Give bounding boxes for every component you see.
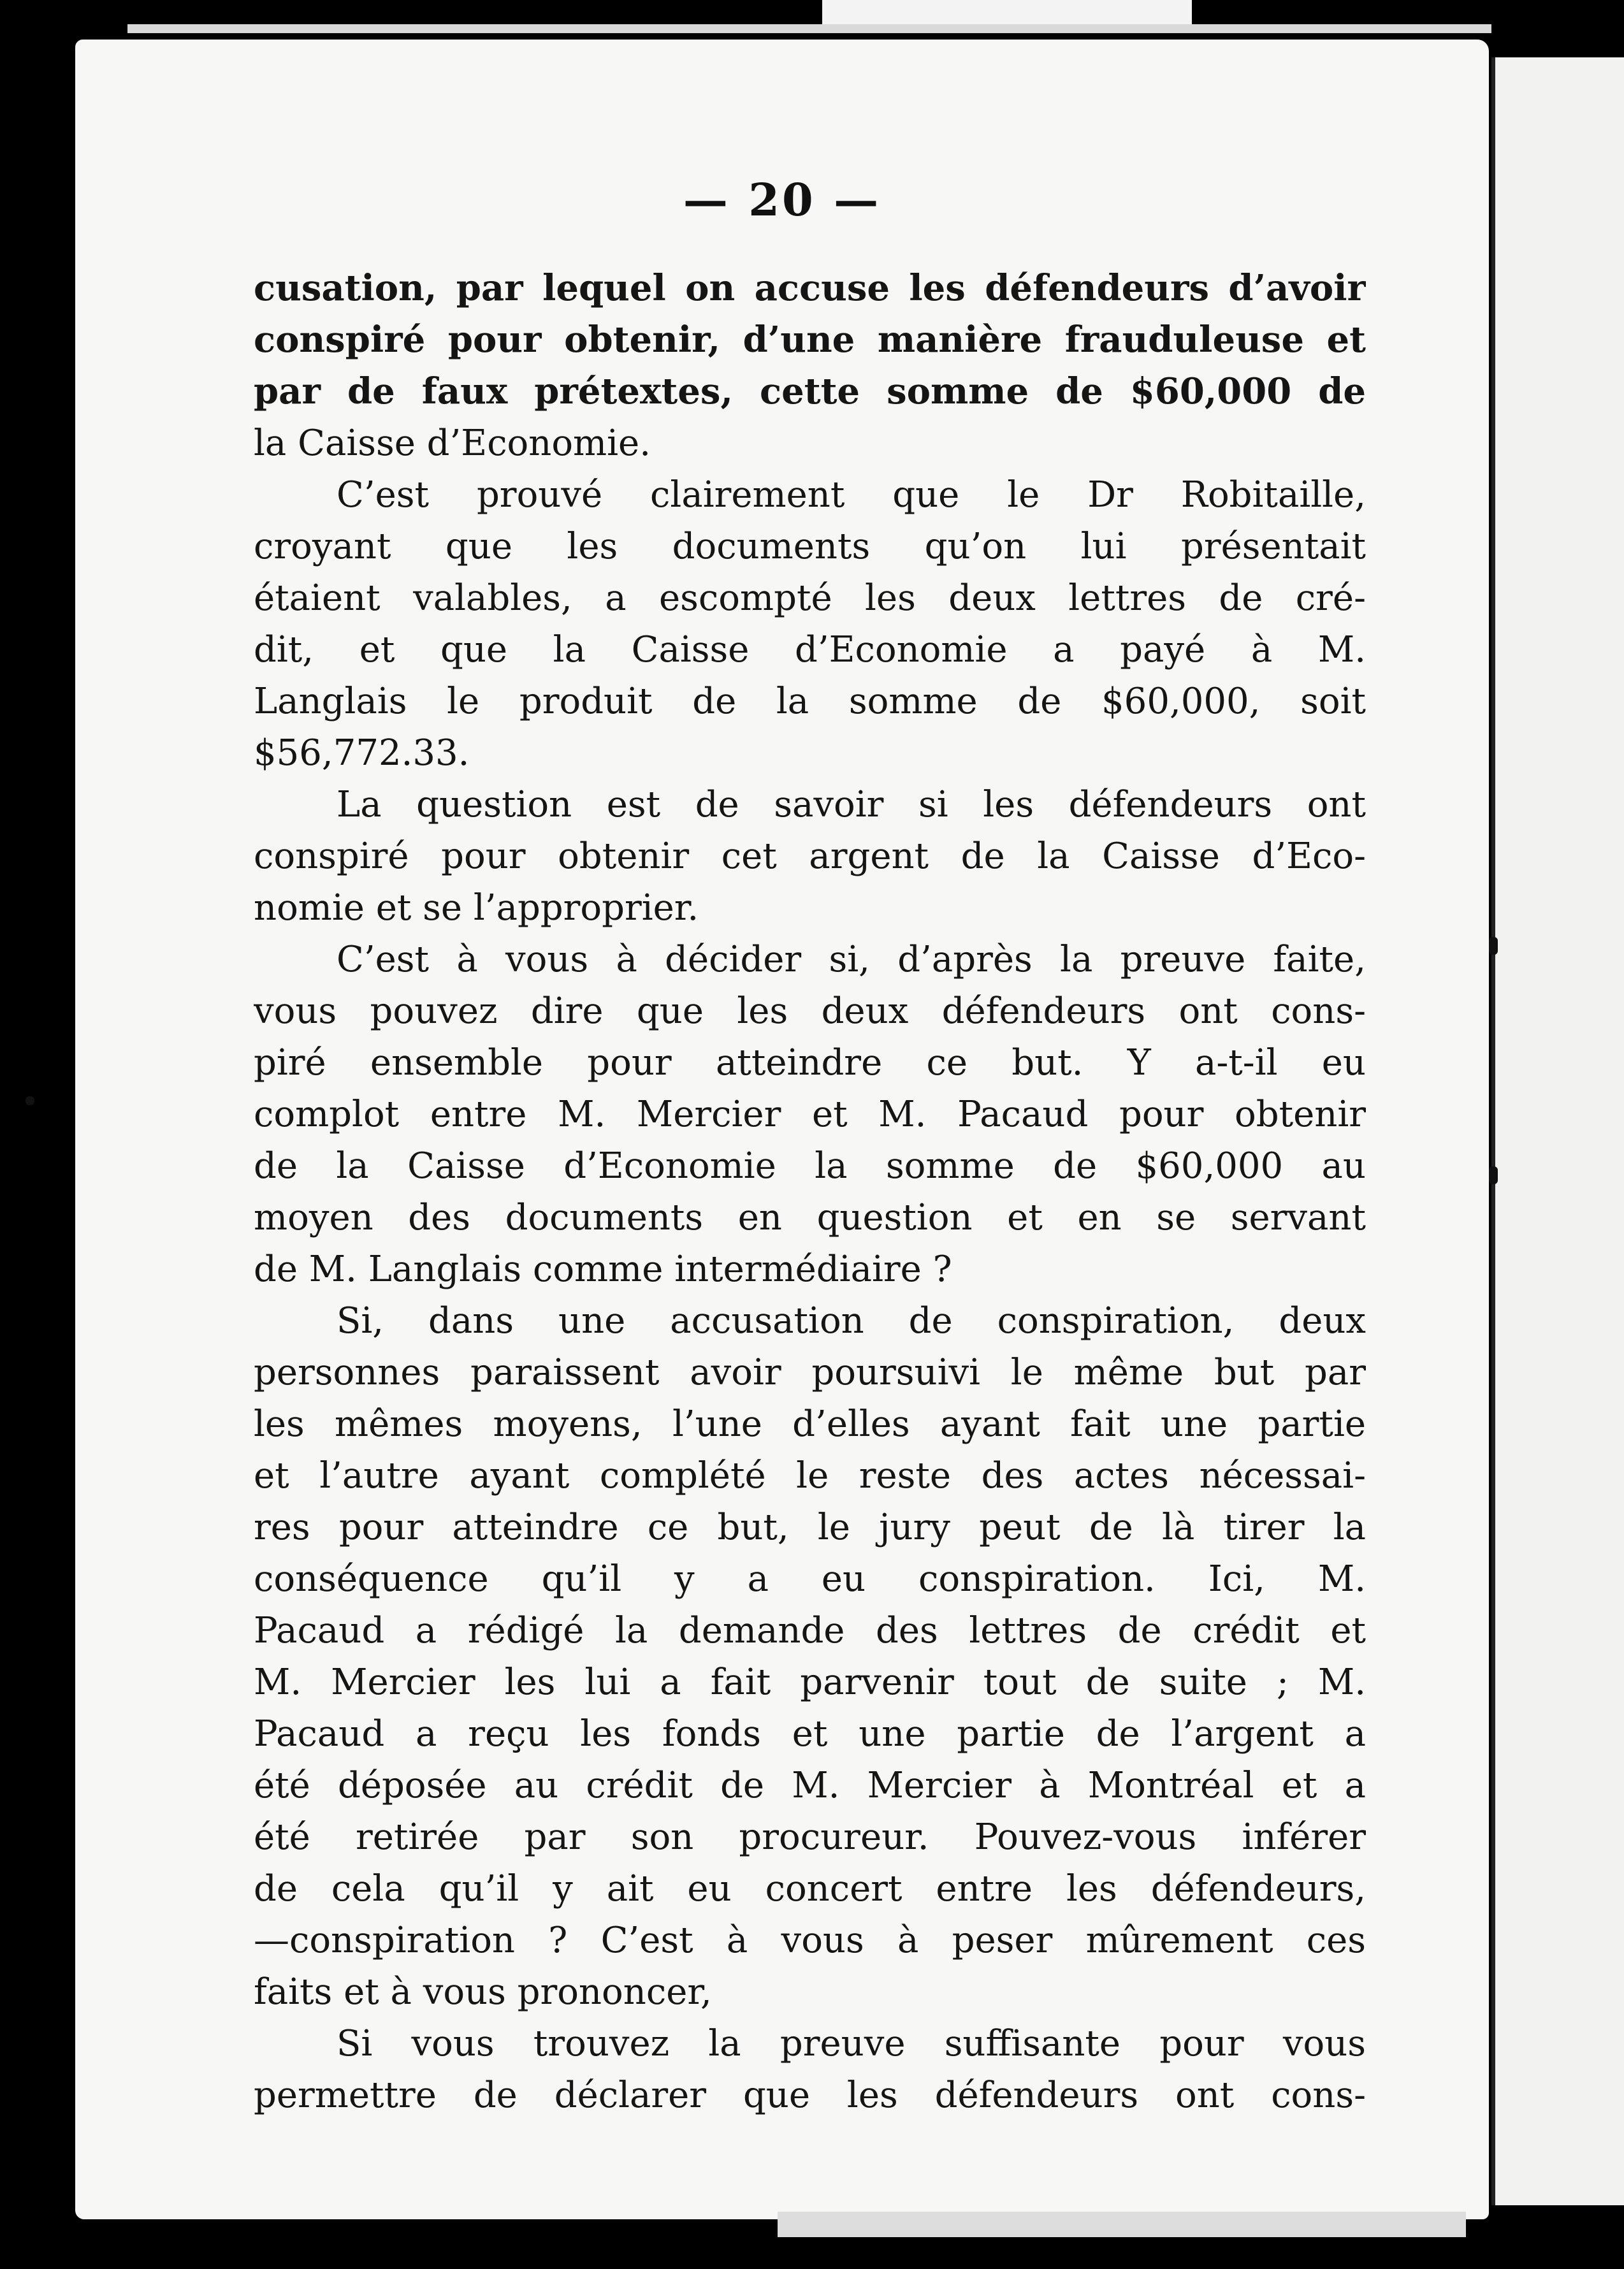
text-line: conséquence qu’il y a eu conspiration. Ici, M. [254, 1558, 1366, 1600]
text-line: cusation, par lequel on accuse les défendeurs d’avoir [254, 267, 1366, 309]
text-line: moyen des documents en question et en se servant [254, 1197, 1366, 1238]
bottom-edge [778, 2212, 1466, 2237]
paper-tab [822, 0, 1192, 27]
text-line: C’est prouvé clairement que le Dr Robitaille, [337, 474, 1366, 516]
text-line: de M. Langlais comme intermédiaire ? [254, 1249, 952, 1290]
text-line: de cela qu’il y ait eu concert entre les défendeurs, [254, 1868, 1366, 1910]
adjacent-page-edge [1491, 57, 1624, 2205]
text-line: les mêmes moyens, l’une d’elles ayant fait une partie [254, 1403, 1366, 1445]
text-line: La question est de savoir si les défendeurs ont [337, 784, 1366, 825]
text-line: Langlais le produit de la somme de $60,000, soit [254, 681, 1366, 722]
text-line: vous pouvez dire que les deux défendeurs ont cons- [254, 990, 1366, 1032]
text-line: conspiré pour obtenir cet argent de la Caisse d’Eco- [254, 836, 1366, 877]
text-line: personnes paraissent avoir poursuivi le même but par [254, 1352, 1366, 1393]
text-line: été déposée au crédit de M. Mercier à Montréal et a [254, 1765, 1366, 1806]
text-line: été retirée par son procureur. Pouvez-vous inférer [254, 1816, 1366, 1858]
text-line: croyant que les documents qu’on lui présentait [254, 526, 1366, 567]
text-line: Pacaud a rédigé la demande des lettres de crédit et [254, 1610, 1366, 1651]
top-edge [127, 24, 1491, 33]
speck-mark [25, 1096, 34, 1105]
body-text [254, 263, 1366, 2121]
text-line: Pacaud a reçu les fonds et une partie de l’argent a [254, 1713, 1366, 1755]
text-line: conspiré pour obtenir, d’une manière frauduleuse et [254, 319, 1366, 361]
text-line: M. Mercier les lui a fait parvenir tout de suite ; M. [254, 1662, 1366, 1703]
text-line: res pour atteindre ce but, le jury peut de là tirer la [254, 1507, 1366, 1548]
binding-mark [1489, 937, 1498, 955]
text-line: et l’autre ayant complété le reste des actes nécessai- [254, 1455, 1366, 1497]
text-line: nomie et se l’approprier. [254, 887, 699, 929]
binding-mark [1489, 1166, 1498, 1184]
text-line: faits et à vous prononcer, [254, 1971, 712, 2013]
text-line: Si, dans une accusation de conspiration, deux [337, 1300, 1366, 1342]
text-line: de la Caisse d’Economie la somme de $60,000 au [254, 1145, 1366, 1187]
text-line: par de faux prétextes, cette somme de $60,000 de [254, 370, 1366, 412]
text-line: permettre de déclarer que les défendeurs ont cons- [254, 2075, 1366, 2116]
text-line: la Caisse d’Economie. [254, 423, 651, 464]
text-line: C’est à vous à décider si, d’après la preuve faite, [337, 939, 1366, 980]
text-line: Si vous trouvez la preuve suffisante pour vous [337, 2023, 1366, 2064]
page-number: — 20 — [683, 173, 881, 226]
text-line: —conspiration ? C’est à vous à peser mûrement ces [254, 1920, 1366, 1961]
book-page [75, 40, 1489, 2219]
text-line: dit, et que la Caisse d’Economie a payé à M. [254, 629, 1366, 671]
text-line: piré ensemble pour atteindre ce but. Y a-t-il eu [254, 1042, 1366, 1084]
text-line: complot entre M. Mercier et M. Pacaud pour obtenir [254, 1094, 1366, 1135]
text-line: $56,772.33. [254, 732, 470, 774]
text-line: étaient valables, a escompté les deux lettres de cré- [254, 577, 1366, 619]
